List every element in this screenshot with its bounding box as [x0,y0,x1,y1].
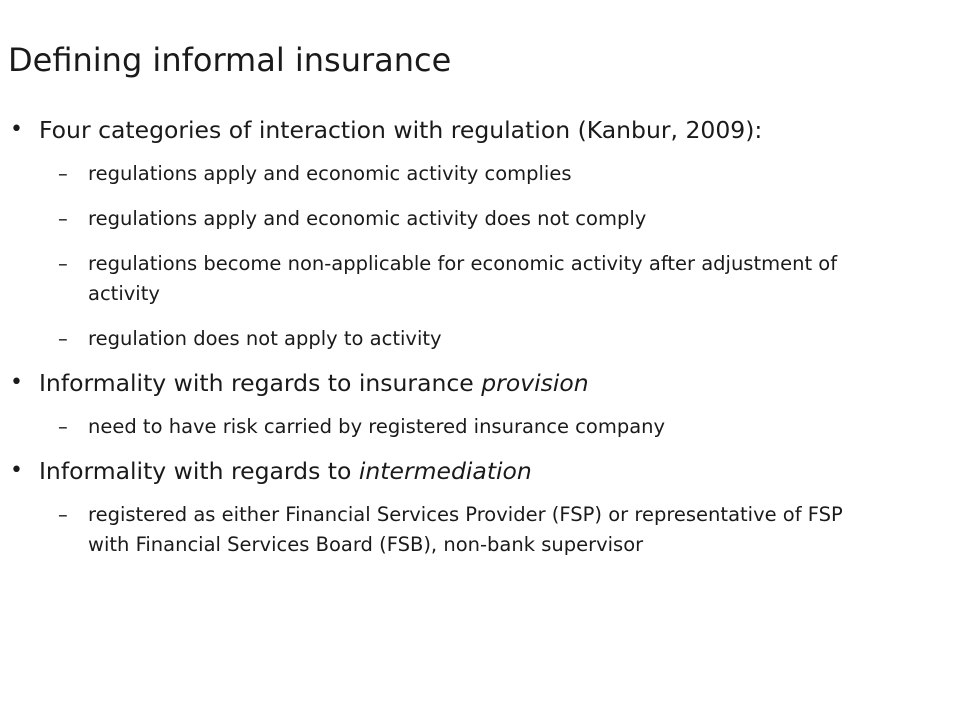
sub-bullet-item [0,324,960,354]
bullet-icon: • [10,117,23,142]
dash-icon: – [58,503,68,526]
dash-icon: – [58,162,68,185]
bullet-text-emphasis: intermediation [358,457,532,485]
sub-bullet-item [0,412,960,442]
sub-bullet-text: regulations apply and economic activity does not comply [88,207,647,230]
dash-icon: – [58,327,68,350]
sub-bullet-text: regulation does not apply to activity [88,327,442,350]
bullet-item [0,113,960,147]
dash-icon: – [58,252,68,275]
sub-bullet-text: registered as either Financial Services Provider (FSP) or representative of FSP with Financial Services Board (FSB), non-bank supervisor [88,503,843,556]
bullet-icon: • [10,458,23,483]
bullet-text-prefix: Informality with regards to insurance [39,369,482,397]
dash-icon: – [58,207,68,230]
slide-body [0,113,960,575]
slide-title: Defining informal insurance [8,41,452,79]
bullet-text: Four categories of interaction with regulation (Kanbur, 2009): [39,116,763,144]
sub-bullet-text: regulations become non-applicable for economic activity after adjustment of activity [88,252,838,305]
bullet-item [0,454,960,488]
sub-bullet-text: need to have risk carried by registered insurance company [88,415,666,438]
bullet-text-emphasis: provision [481,369,589,397]
dash-icon: – [58,415,68,438]
bullet-text-prefix: Informality with regards to [39,457,359,485]
bullet-icon: • [10,370,23,395]
sub-bullet-item [0,249,960,309]
sub-bullet-text: regulations apply and economic activity complies [88,162,572,185]
bullet-item [0,366,960,400]
sub-bullet-item [0,204,960,234]
sub-bullet-item [0,159,960,189]
sub-bullet-item [0,500,960,560]
